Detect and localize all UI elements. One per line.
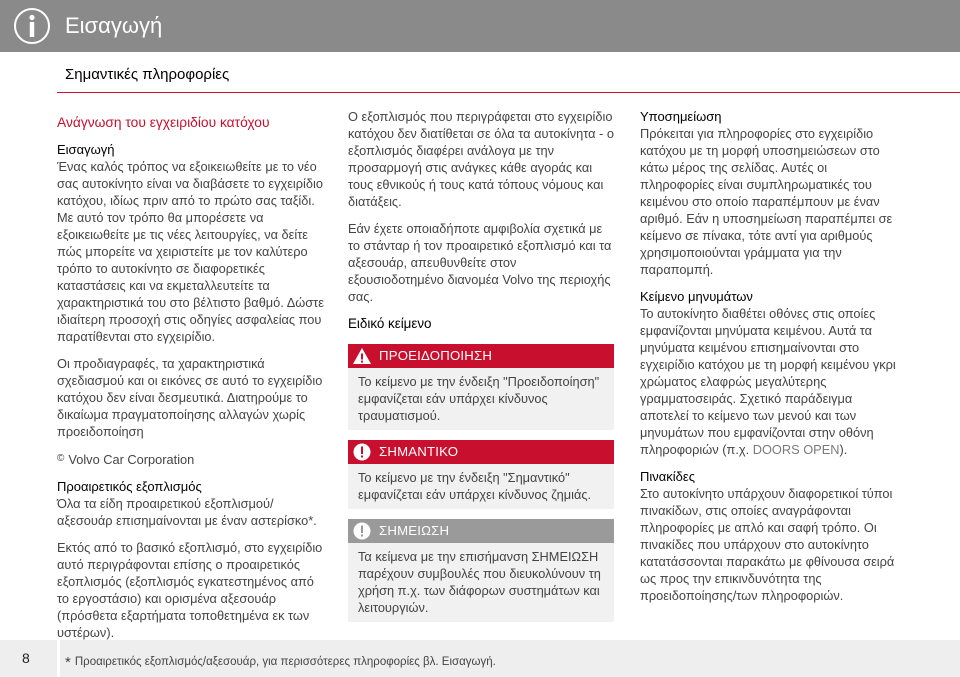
footer-footnote bbox=[65, 652, 496, 669]
special-text-heading: Ειδικό κείμενο bbox=[348, 316, 432, 331]
footnote-paragraph: Πρόκειται για πληροφορίες στο εγχειρίδιο κατόχου με τη μορφή υποσημειώσεων στο κάτω μέρος της σελίδας. Αυτές οι πληροφορίες είναι συμπληρωματικές του κειμένου στο οποίο παραπέμπουν με έναν αριθμό. Εάν η υποσημείωση παραπέμπει σε κείμενο σε πίνακα, τότε αντί για αριθμούς χρησιμοποιούνται γράμματα για την παραπομπή. bbox=[640, 126, 893, 277]
spec-paragraph: Οι προδιαγραφές, τα χαρακτηριστικά σχεδιασμού και οι εικόνες σε αυτό το εγχειρίδιο κατόχου δεν είναι δεσμευτικά. Διατηρούμε το δικαίωμα πραγματοποίησης αλλαγών χωρίς προειδοποίηση bbox=[57, 356, 323, 439]
labels-heading: Πινακίδες bbox=[640, 469, 695, 484]
copyright-line bbox=[57, 450, 325, 468]
page-header bbox=[0, 0, 960, 52]
note-box bbox=[348, 519, 614, 622]
important-circle-icon bbox=[352, 442, 372, 462]
equipment-paragraph: Ο εξοπλισμός που περιγράφεται στο εγχειρίδιο κατόχου δεν διατίθεται σε όλα τα αυτοκίνητα - ο εξοπλισμός διαφέρει ανάλογα με την προσαρμογή στις ανάγκες κάθε αγοράς και τους εθνικούς ή τους κατά τόπους νόμους και διατάξεις. bbox=[348, 109, 614, 209]
copyright-text: Volvo Car Corporation bbox=[68, 452, 195, 467]
column-right bbox=[640, 108, 902, 614]
messages-paragraph bbox=[640, 305, 902, 458]
warning-triangle-icon bbox=[352, 346, 372, 366]
important-box bbox=[348, 440, 614, 509]
optional-equipment-paragraph: Όλα τα είδη προαιρετικού εξοπλισμού/αξεσουάρ επισημαίνονται με έναν αστερίσκο*. bbox=[57, 496, 317, 528]
section-title: Σημαντικές πληροφορίες bbox=[65, 66, 230, 83]
note-circle-icon bbox=[352, 521, 372, 541]
labels-paragraph: Στο αυτοκίνητο υπάρχουν διαφορετικοί τύποι πινακίδων, στις οποίες αναγράφονται πληροφορίες με απλό και σαφή τρόπο. Οι πινακίδες που υπάρχουν στο αυτοκίνητο κατατάσσονται παρακάτω με φθίνουσα σειρά ως προς την επικινδυνότητα της προειδοποίησης/των πληροφοριών. bbox=[640, 486, 895, 603]
important-bar bbox=[348, 440, 614, 464]
messages-heading: Κείμενο μηνυμάτων bbox=[640, 289, 753, 304]
optional-equipment-heading: Προαιρετικός εξοπλισμός bbox=[57, 479, 202, 494]
section-divider bbox=[57, 92, 960, 93]
footnote-text: Προαιρετικός εξοπλισμός/αξεσουάρ, για περισσότερες πληροφορίες βλ. Εισαγωγή. bbox=[74, 656, 496, 668]
important-text: Το κείμενο με την ένδειξη "Σημαντικό" εμφανίζεται εάν υπάρχει κίνδυνος ζημιάς. bbox=[358, 470, 592, 502]
intro-paragraph: Ένας καλός τρόπος να εξοικειωθείτε με το νέο σας αυτοκίνητο είναι να διαβάσετε το εγχειρίδιο κατόχου, ιδίως πριν από το πρώτο σας ταξίδι. Με αυτό τον τρόπο θα μπορέσετε να εξοικειωθείτε με τις νέες λειτουργίες, να δείτε πώς μπορείτε να χειριστείτε με τον καλύτερο τρόπο το αυτοκίνητο σε διαφορετικές καταστάσεις και να εκμεταλλευτείτε τα χαρακτηριστικά του στο βέλτιστο βαθμό. Δώστε ιδιαίτερη προσοχή στις οδηγίες ασφαλείας που παρατίθενται στο εγχειρίδιο. bbox=[57, 159, 324, 344]
warning-bar bbox=[348, 344, 614, 368]
messages-text: Το αυτοκίνητο διαθέτει οθόνες στις οποίες εμφανίζονται μηνύματα κειμένου. Αυτά τα μηνύματα κειμένου επισημαίνονται στο εγχειρίδιο κατόχου με τη μορφή κειμένου γκρι χρώματος ελαφρώς μεγαλύτερης γραμματοσειράς. Σχετικό παράδειγμα αποτελεί το κείμενο των μενού και των μηνυμάτων που εμφανίζονται στην οθόνη πληροφοριών (π.χ. bbox=[640, 306, 896, 457]
messages-example: DOORS OPEN bbox=[752, 442, 840, 457]
copyright-symbol: © bbox=[57, 453, 65, 464]
intro-heading: Εισαγωγή bbox=[57, 142, 115, 157]
important-label: ΣΗΜΑΝΤΙΚΟ bbox=[379, 444, 459, 459]
messages-end: ). bbox=[839, 442, 848, 457]
page-title: Εισαγωγή bbox=[65, 13, 163, 38]
footnote-star: * bbox=[65, 654, 71, 671]
warning-text: Το κείμενο με την ένδειξη "Προειδοποίηση" εμφανίζεται εάν υπάρχει κίνδυνος τραυματισμού. bbox=[358, 374, 600, 423]
footnote-heading: Υποσημείωση bbox=[640, 109, 722, 124]
note-label: ΣΗΜΕΙΩΣΗ bbox=[379, 523, 450, 538]
footer-divider bbox=[57, 640, 60, 677]
page-footer bbox=[0, 640, 960, 677]
warning-box bbox=[348, 344, 614, 430]
warning-label: ΠΡΟΕΙΔΟΠΟΙΗΣΗ bbox=[379, 348, 493, 363]
info-icon bbox=[12, 6, 52, 46]
page-number: 8 bbox=[22, 650, 30, 666]
standard-equipment-paragraph: Εκτός από το βασικό εξοπλισμό, στο εγχειρίδιο αυτό περιγράφονται επίσης ο προαιρετικός εξοπλισμός (εξοπλισμός εγκατεστημένος από το εργοστάσιο) και ορισμένα αξεσουάρ (πρόσθετα εξαρτήματα τοποθετημένα εκ των υστέρων). bbox=[57, 540, 323, 640]
column-middle bbox=[348, 108, 614, 632]
column-left bbox=[57, 108, 325, 651]
note-bar bbox=[348, 519, 614, 543]
manual-reading-heading: Ανάγνωση του εγχειριδίου κατόχου bbox=[57, 115, 270, 130]
doubt-paragraph: Εάν έχετε οποιαδήποτε αμφιβολία σχετικά με το στάνταρ ή τον προαιρετικό εξοπλισμό και τα αξεσουάρ, απευθυνθείτε στον εξουσιοδοτημένο διανομέα Volvo της περιοχής σας. bbox=[348, 221, 612, 304]
note-text: Τα κείμενα με την επισήμανση ΣΗΜΕΙΩΣΗ παρέχουν συμβουλές που διευκολύνουν τη χρήση π.χ. των διάφορων συστημάτων και λειτουργιών. bbox=[358, 549, 601, 615]
